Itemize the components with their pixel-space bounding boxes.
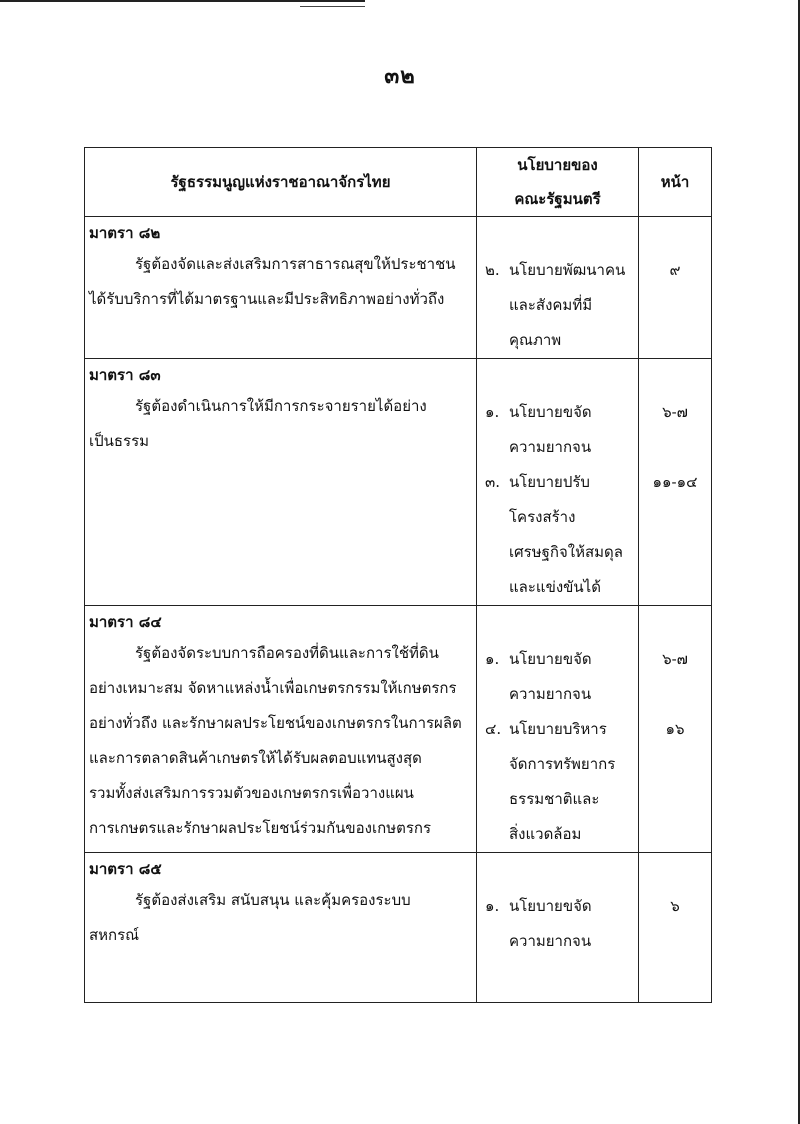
policy-text bbox=[509, 395, 592, 465]
section-title: มาตรา ๘๕ bbox=[89, 860, 162, 878]
policy-cell bbox=[477, 853, 639, 1003]
policy-line: นโยบายขจัด bbox=[509, 403, 592, 421]
header-policy-line1: นโยบายของ bbox=[517, 156, 598, 174]
policy-line: โครงสร้าง bbox=[509, 508, 576, 526]
page-cell bbox=[639, 606, 712, 853]
policy-line: และแข่งขันได้ bbox=[509, 578, 601, 596]
policy-line: ความยากจน bbox=[509, 438, 592, 456]
section-text-line: อย่างเหมาะสม จัดหาแหล่งน้ำเพื่อเกษตรกรรมให้เกษตรกร bbox=[89, 679, 457, 697]
policy-item bbox=[485, 465, 634, 605]
section-text-line: รัฐต้องดำเนินการให้มีการกระจายรายได้อย่าง bbox=[135, 397, 427, 415]
policy-page: ๖-๗ bbox=[662, 403, 688, 421]
scan-top-rule bbox=[0, 0, 365, 2]
table-row bbox=[85, 606, 712, 853]
policy-line: และสังคมที่มี bbox=[509, 296, 593, 314]
policy-number: ๓. bbox=[485, 473, 501, 491]
policy-line: นโยบายขจัด bbox=[509, 650, 592, 668]
policy-cell bbox=[477, 606, 639, 853]
policy-page: ๖-๗ bbox=[662, 650, 688, 668]
constitution-cell bbox=[85, 217, 477, 359]
policy-text bbox=[509, 642, 592, 712]
table-row bbox=[85, 359, 712, 606]
constitution-cell bbox=[85, 359, 477, 606]
policy-line: นโยบายพัฒนาคน bbox=[509, 261, 626, 279]
header-constitution: รัฐธรรมนูญแห่งราชอาณาจักรไทย bbox=[85, 148, 477, 217]
section-text-line: รัฐต้องจัดระบบการถือครองที่ดินและการใช้ที่ดิน bbox=[135, 644, 439, 662]
policy-text bbox=[509, 889, 592, 959]
section-text-line: รัฐต้องส่งเสริม สนับสนุน และคุ้มครองระบบ bbox=[135, 891, 411, 909]
section-text-line: อย่างทั่วถึง และรักษาผลประโยชน์ของเกษตรกรในการผลิต bbox=[89, 714, 462, 732]
section-title: มาตรา ๘๒ bbox=[89, 224, 161, 242]
table-row bbox=[85, 217, 712, 359]
policy-page: ๑๖ bbox=[665, 720, 685, 738]
policy-number: ๑. bbox=[485, 403, 500, 421]
policy-text bbox=[509, 465, 623, 605]
policy-number: ๑. bbox=[485, 897, 500, 915]
header-policy bbox=[477, 148, 639, 217]
policy-page: ๙ bbox=[669, 261, 681, 279]
section-text-line: เป็นธรรม bbox=[89, 432, 150, 450]
section-text-line: การเกษตรและรักษาผลประโยชน์ร่วมกันของเกษตรกร bbox=[89, 819, 432, 837]
constitution-cell bbox=[85, 853, 477, 1003]
section-text-line: สหกรณ์ bbox=[89, 926, 140, 944]
page-cell bbox=[639, 217, 712, 359]
policy-line: นโยบายขจัด bbox=[509, 897, 592, 915]
policy-page: ๑๑-๑๔ bbox=[652, 473, 698, 491]
policy-item bbox=[485, 889, 634, 959]
header-page: หน้า bbox=[639, 148, 712, 217]
section-text-line: รวมทั้งส่งเสริมการรวมตัวของเกษตรกรเพื่อวางแผน bbox=[89, 784, 414, 802]
section-text-line: ได้รับบริการที่ได้มาตรฐานและมีประสิทธิภาพอย่างทั่วถึง bbox=[89, 290, 445, 308]
section-title: มาตรา ๘๓ bbox=[89, 366, 161, 384]
policy-line: สิ่งแวดล้อม bbox=[509, 825, 582, 843]
policy-line: เศรษฐกิจให้สมดุล bbox=[509, 543, 623, 561]
policy-item bbox=[485, 253, 634, 358]
header-policy-line2: คณะรัฐมนตรี bbox=[514, 190, 601, 208]
policy-cell bbox=[477, 217, 639, 359]
policy-item bbox=[485, 642, 634, 712]
page-cell bbox=[639, 853, 712, 1003]
table-header-row bbox=[85, 148, 712, 217]
page-number: ๓๒ bbox=[384, 63, 416, 89]
policy-number: ๑. bbox=[485, 650, 500, 668]
section-text-line: และการตลาดสินค้าเกษตรให้ได้รับผลตอบแทนสูงสุด bbox=[89, 749, 422, 767]
scan-top-rule-short bbox=[300, 6, 365, 7]
policy-line: นโยบายบริหาร bbox=[509, 720, 607, 738]
policy-table bbox=[84, 147, 712, 1003]
page-cell bbox=[639, 359, 712, 606]
policy-line: คุณภาพ bbox=[509, 331, 562, 349]
table-row bbox=[85, 853, 712, 1003]
policy-line: ธรรมชาติและ bbox=[509, 790, 600, 808]
policy-text bbox=[509, 712, 615, 852]
policy-text bbox=[509, 253, 625, 358]
section-text-line: รัฐต้องจัดและส่งเสริมการสาธารณสุขให้ประชาชน bbox=[135, 255, 456, 273]
section-title: มาตรา ๘๔ bbox=[89, 613, 162, 631]
policy-cell bbox=[477, 359, 639, 606]
policy-line: จัดการทรัพยากร bbox=[509, 755, 616, 773]
policy-item bbox=[485, 712, 634, 852]
policy-number: ๒. bbox=[485, 261, 500, 279]
policy-number: ๔. bbox=[485, 720, 502, 738]
policy-line: ความยากจน bbox=[509, 685, 592, 703]
policy-line: ความยากจน bbox=[509, 932, 592, 950]
policy-line: นโยบายปรับ bbox=[509, 473, 590, 491]
policy-item bbox=[485, 395, 634, 465]
policy-page: ๖ bbox=[670, 897, 680, 915]
constitution-cell bbox=[85, 606, 477, 853]
